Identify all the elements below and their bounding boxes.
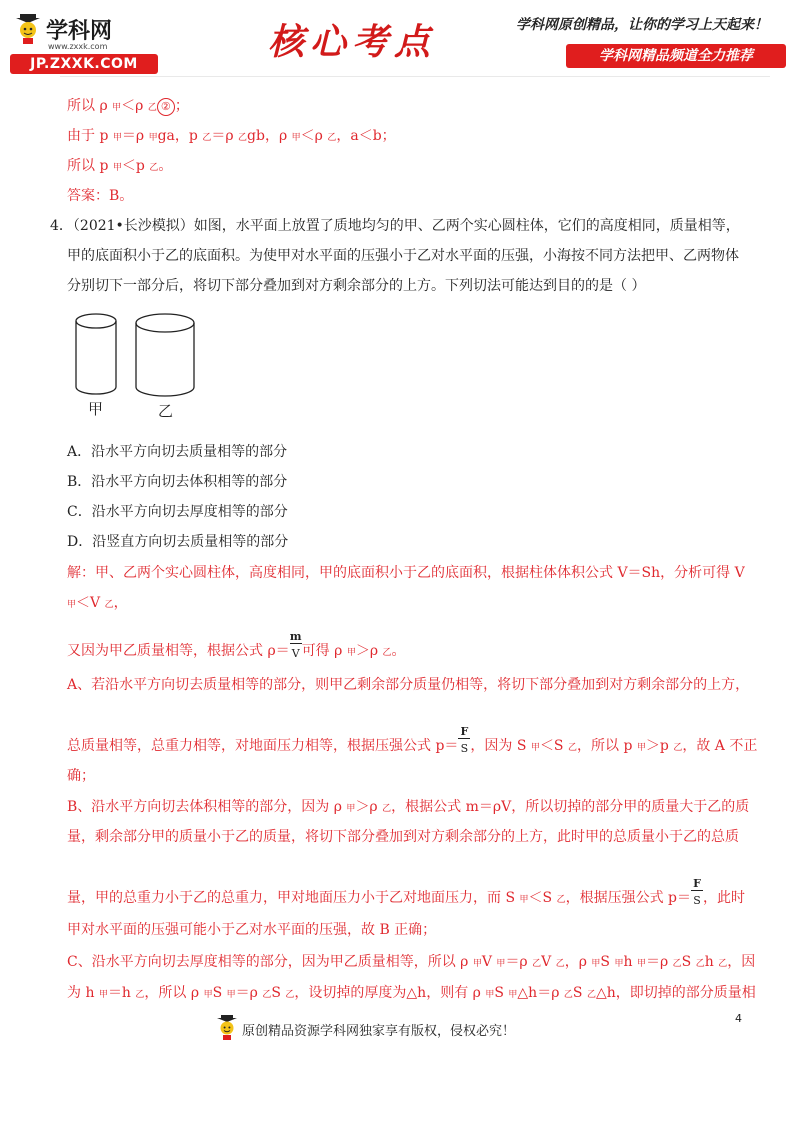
question-line-3: 分别切下一部分后，将切下部分叠加到对方剩余部分的上方。下列切法可能达到目的的是（ ） (67, 278, 646, 294)
text: ＝ρ (211, 128, 239, 144)
text: h (704, 954, 719, 970)
text: △h＝ρ (517, 985, 564, 1001)
subscript: 甲 (112, 133, 122, 143)
option-c: C．沿水平方向切去厚度相等的部分 (67, 504, 288, 520)
subscript: 乙 (532, 959, 542, 969)
text: ＝h (107, 985, 136, 1001)
text: ＝ρ (645, 954, 673, 970)
answer-line-1 (67, 96, 189, 118)
text: 所以 p (67, 158, 113, 174)
fraction-m-over-v (289, 630, 302, 661)
subscript: 甲 (346, 648, 356, 658)
logo-domain: JP.ZXXK.COM (10, 54, 158, 74)
subscript: 乙 (327, 133, 337, 143)
page-title: 核心考点 (268, 21, 437, 63)
logo-site-url: www.zxxk.com (48, 42, 108, 51)
subscript: 甲 (203, 990, 213, 1000)
text: ＜ρ (300, 128, 328, 144)
subscript: 甲 (472, 959, 482, 969)
text: △h，即切掉的部分质量相 (595, 985, 756, 1001)
cylinder-yi (136, 314, 194, 396)
text: ＞p (645, 738, 674, 754)
text: ，此时 (703, 890, 745, 906)
subscript: 甲 (485, 990, 495, 1000)
text: ，故 A 不正 (682, 738, 758, 754)
cylinder-jia (76, 314, 116, 394)
text: ＜p (121, 158, 150, 174)
text: S (572, 985, 587, 1001)
text: ，所以 ρ (144, 985, 204, 1001)
text: ＝ρ (235, 985, 263, 1001)
subscript: 甲 (148, 133, 158, 143)
text: ＝ρ (121, 128, 149, 144)
text: ，根据公式 m＝ρV，所以切掉的部分甲的质量大于乙的质 (391, 799, 750, 815)
subscript: 甲 (346, 804, 356, 814)
figure-label-yi: 乙 (158, 402, 174, 420)
text: ga，p (157, 128, 203, 144)
page-number: 4 (735, 1012, 742, 1025)
text: S (600, 954, 615, 970)
fraction-denominator: S (693, 894, 701, 907)
text: ，根据压强公式 p＝ (565, 890, 691, 906)
subscript: 乙 (149, 163, 159, 173)
subscript: 甲 (530, 743, 540, 753)
subscript: 乙 (673, 743, 683, 753)
text: 由于 p (67, 128, 113, 144)
subscript: 甲 (112, 103, 122, 113)
text: ，因为 S (470, 738, 531, 754)
circled-number: ② (157, 98, 175, 116)
subscript: 乙 (567, 743, 577, 753)
text: S (212, 985, 227, 1001)
subscript: 乙 (556, 895, 566, 905)
text: ，因 (727, 954, 756, 970)
mascot-icon (14, 12, 42, 46)
header-divider (60, 76, 770, 77)
text: ＜V (76, 595, 105, 611)
option-b: B．沿水平方向切去体积相等的部分 (67, 474, 288, 490)
solution-line-1: 解：甲、乙两个实心圆柱体，高度相同，甲的底面积小于乙的底面积，根据柱体体积公式 V＝Sh，分析可得 V (67, 565, 745, 581)
question-line-1: 4．（2021•长沙模拟）如图，水平面上放置了质地均匀的甲、乙两个实心圆柱体，它们的高度相同，质量相等， (50, 218, 740, 234)
text: gb，ρ (247, 128, 292, 144)
page-header (0, 0, 800, 80)
solution-line-11 (67, 952, 755, 974)
subscript: 乙 (695, 959, 705, 969)
text: S (494, 985, 509, 1001)
text: h (623, 954, 637, 970)
solution-line-2 (67, 593, 128, 615)
channel-badge: 学科网精品频道全力推荐 (566, 44, 786, 68)
subscript: 甲 (636, 959, 646, 969)
subscript: 乙 (555, 959, 565, 969)
site-logo[interactable] (10, 8, 158, 74)
fraction-f-over-s (691, 877, 703, 908)
subscript: 甲 (291, 133, 301, 143)
copyright-notice: 原创精品资源学科网独家享有版权，侵权必究！ (242, 1024, 516, 1039)
mascot-icon (216, 1014, 238, 1042)
subscript: 乙 (238, 133, 248, 143)
text: C、沿水平方向切去厚度相等的部分，因为甲乙质量相等，所以 ρ (67, 954, 473, 970)
solution-line-12 (67, 983, 756, 1005)
text: V (481, 954, 497, 970)
text: S (271, 985, 286, 1001)
subscript: 乙 (563, 990, 573, 1000)
solution-line-10: 甲对水平面的压强可能小于乙对水平面的压强，故 B 正确； (67, 922, 437, 938)
subscript: 乙 (147, 103, 157, 113)
text: 为 h (67, 985, 99, 1001)
text: ，所以 p (577, 738, 637, 754)
option-d: D．沿竖直方向切去质量相等的部分 (67, 534, 289, 550)
solution-line-8: 量，剩余部分甲的质量小于乙的质量，将切下部分叠加到对方剩余部分的上方，此时甲的总质量小于乙的总质 (67, 829, 739, 845)
subscript: 甲 (519, 895, 529, 905)
text: 量，甲的总重力小于乙的总重力，甲对地面压力小于乙对地面压力，而 S (67, 890, 520, 906)
subscript: 甲 (496, 959, 506, 969)
text: ，ρ (564, 954, 592, 970)
text: 所以 ρ (67, 98, 113, 114)
text: 可得 ρ (301, 643, 347, 659)
option-a: A．沿水平方向切去质量相等的部分 (67, 444, 288, 460)
subscript: 乙 (285, 990, 295, 1000)
text: ； (174, 98, 189, 114)
fraction-denominator: V (291, 647, 300, 660)
subscript: 甲 (636, 743, 646, 753)
fraction-denominator: S (460, 742, 469, 755)
subscript: 乙 (202, 133, 212, 143)
fraction-numerator: m (289, 630, 302, 643)
subscript: 甲 (508, 990, 518, 1000)
subscript: 甲 (112, 163, 122, 173)
cylinders-drawing (70, 310, 210, 400)
subscript: 乙 (382, 804, 392, 814)
text: 。 (391, 643, 406, 659)
text: ，设切掉的厚度为△h，则有 ρ (294, 985, 486, 1001)
text: 。 (158, 158, 173, 174)
text: V (541, 954, 556, 970)
subscript: 甲 (67, 600, 77, 610)
text: B、沿水平方向切去体积相等的部分，因为 ρ (67, 799, 347, 815)
answer-label: 答案：B。 (67, 188, 134, 204)
subscript: 乙 (672, 959, 682, 969)
figure-label-jia: 甲 (88, 400, 104, 418)
subscript: 甲 (614, 959, 624, 969)
logo-name: 学科网 (46, 19, 113, 44)
solution-line-7 (67, 797, 749, 819)
text: ＞ρ (355, 799, 383, 815)
subscript: 乙 (586, 990, 596, 1000)
subscript: 乙 (718, 959, 728, 969)
text: ＞ρ (355, 643, 383, 659)
subscript: 甲 (98, 990, 108, 1000)
subscript: 乙 (382, 648, 392, 658)
text: ＝ρ (505, 954, 533, 970)
text: 总质量相等，总重力相等，对地面压力相等，根据压强公式 p＝ (67, 738, 459, 754)
fraction-numerator: F (460, 725, 469, 738)
text: 又因为甲乙质量相等，根据公式 ρ＝ (67, 643, 290, 659)
solution-line-6: 确； (67, 768, 95, 784)
subscript: 甲 (591, 959, 601, 969)
subscript: 乙 (262, 990, 272, 1000)
solution-line-5 (67, 725, 758, 758)
answer-line-3 (67, 156, 172, 178)
text: ＜S (528, 890, 557, 906)
cylinders-figure (70, 310, 210, 420)
header-slogan: 学科网原创精品，让你的学习上天起来！ (516, 17, 768, 33)
subscript: 甲 (226, 990, 236, 1000)
fraction-numerator: F (693, 877, 701, 890)
text: ，a＜b； (336, 128, 396, 144)
text: ＜S (539, 738, 568, 754)
subscript: 乙 (135, 990, 145, 1000)
question-line-2: 甲的底面积小于乙的底面积。为使甲对水平面的压强小于乙对水平面的压强，小海按不同方法把甲、乙两物体 (67, 248, 739, 264)
text: ， (113, 595, 128, 611)
solution-line-9 (67, 877, 745, 910)
answer-line-2 (67, 126, 396, 148)
fraction-f-over-s (458, 725, 470, 756)
solution-line-4: A、若沿水平方向切去质量相等的部分，则甲乙剩余部分质量仍相等，将切下部分叠加到对方剩余部分的上方， (67, 677, 750, 693)
text: S (681, 954, 696, 970)
subscript: 乙 (104, 600, 114, 610)
text: ＜ρ (121, 98, 148, 114)
solution-line-3 (67, 630, 406, 663)
